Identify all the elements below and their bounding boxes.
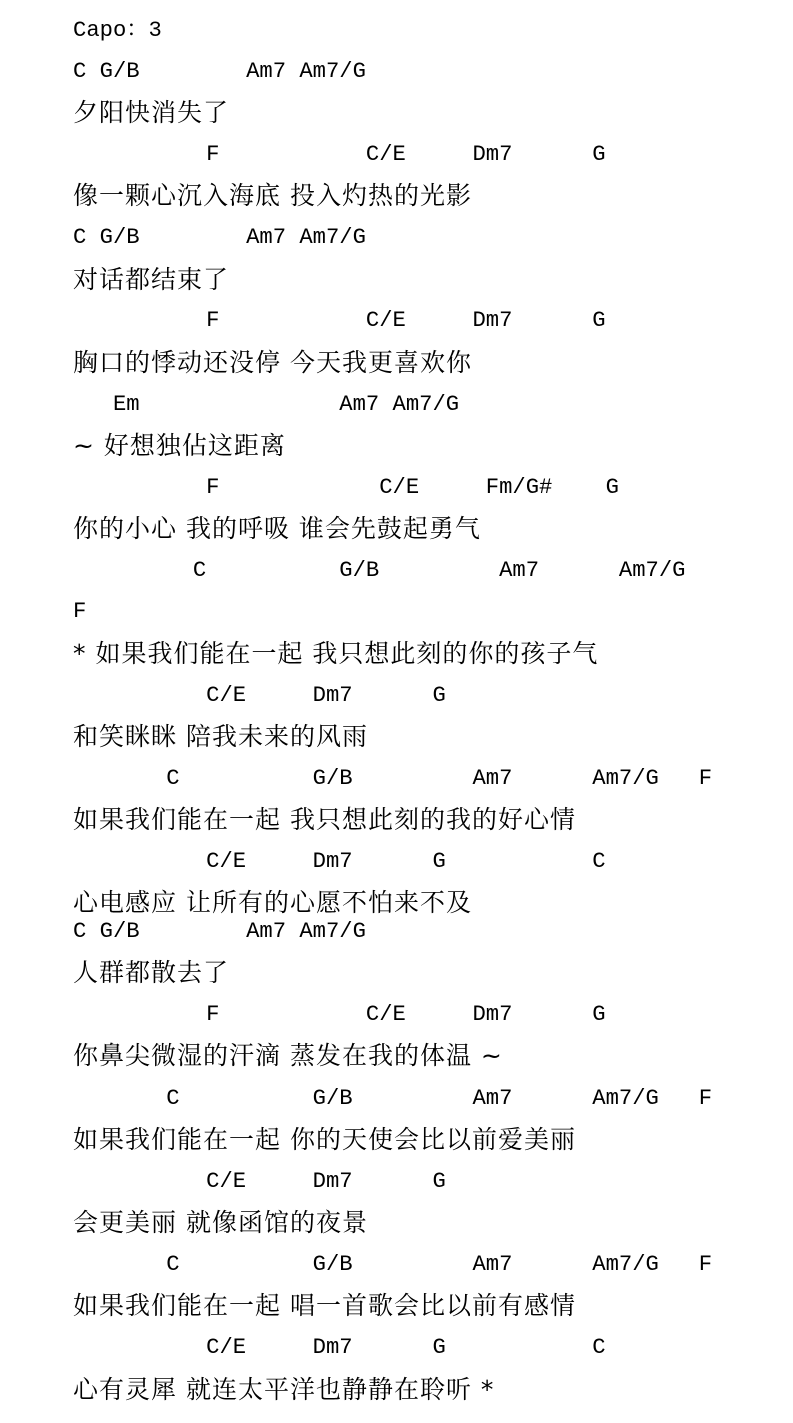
- chord-line: F C/E Dm7 G: [73, 1002, 606, 1027]
- chord-line: C G/B Am7 Am7/G F: [73, 1252, 713, 1277]
- lyric-line: 如果我们能在一起 唱一首歌会比以前有感情: [73, 1291, 576, 1320]
- lyric-line: 如果我们能在一起 你的天使会比以前爱美丽: [73, 1125, 576, 1154]
- chord-line: F C/E Dm7 G: [73, 308, 606, 333]
- lyric-line: 像一颗心沉入海底 投入灼热的光影: [73, 181, 472, 210]
- chord-line: C/E Dm7 G C: [73, 849, 606, 874]
- lyric-line: 和笑眯眯 陪我未来的风雨: [73, 722, 368, 751]
- lyric-line: 你的小心 我的呼吸 谁会先鼓起勇气: [73, 514, 481, 543]
- chord-line: F C/E Fm/G# G: [73, 475, 619, 500]
- lyric-line: 对话都结束了: [73, 265, 230, 294]
- chord-line: C G/B Am7 Am7/G: [73, 558, 686, 583]
- lyric-line: 会更美丽 就像函馆的夜景: [73, 1208, 368, 1237]
- chord-line: F: [73, 599, 87, 624]
- lyric-line: ~ 好想独佔这距离: [73, 431, 286, 460]
- lyric-line: 心电感应 让所有的心愿不怕来不及: [73, 888, 472, 917]
- chord-line: Em Am7 Am7/G: [73, 392, 460, 417]
- lyric-line: 你鼻尖微湿的汗滴 蒸发在我的体温 ~: [73, 1041, 503, 1070]
- chord-line: C G/B Am7 Am7/G F: [73, 766, 713, 791]
- capo-label: Capo：3: [73, 18, 162, 43]
- lyric-line: 心有灵犀 就连太平洋也静静在聆听 *: [73, 1375, 495, 1404]
- chord-line: C/E Dm7 G C: [73, 1335, 606, 1360]
- chord-line: C G/B Am7 Am7/G F: [73, 1086, 713, 1111]
- lyric-line: 如果我们能在一起 我只想此刻的我的好心情: [73, 805, 576, 834]
- chord-line: C G/B Am7 Am7/G: [73, 59, 366, 84]
- chord-line: C G/B Am7 Am7/G: [73, 225, 366, 250]
- chord-line: C G/B Am7 Am7/G: [73, 919, 366, 944]
- chord-line: C/E Dm7 G: [73, 683, 446, 708]
- lyric-line: 胸口的悸动还没停 今天我更喜欢你: [73, 348, 472, 377]
- lyric-line: * 如果我们能在一起 我只想此刻的你的孩子气: [73, 639, 599, 668]
- chord-line: C/E Dm7 G: [73, 1169, 446, 1194]
- chord-line: F C/E Dm7 G: [73, 142, 606, 167]
- lyric-line: 人群都散去了: [73, 958, 230, 987]
- lyric-line: 夕阳快消失了: [73, 98, 230, 127]
